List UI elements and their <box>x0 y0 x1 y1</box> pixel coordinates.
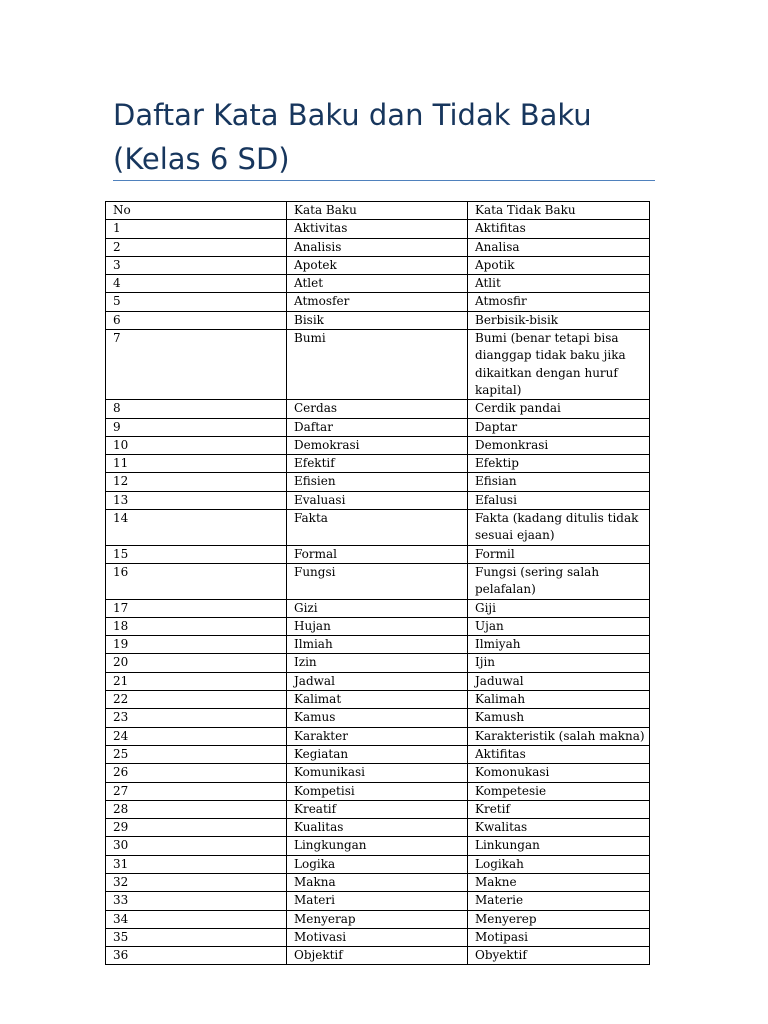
table-row <box>106 330 650 400</box>
table-row <box>106 636 650 654</box>
cell-no: 12 <box>106 473 287 491</box>
table-row <box>106 800 650 818</box>
cell-kata-baku: Atlet <box>287 275 468 293</box>
cell-no: 3 <box>106 256 287 274</box>
cell-kata-baku: Aktivitas <box>287 220 468 238</box>
table-row <box>106 672 650 690</box>
cell-kata-tidak-baku: Karakteristik (salah makna) <box>468 727 650 745</box>
cell-no: 4 <box>106 275 287 293</box>
cell-kata-tidak-baku: Apotik <box>468 256 650 274</box>
cell-no: 36 <box>106 947 287 965</box>
cell-no: 35 <box>106 928 287 946</box>
cell-no: 34 <box>106 910 287 928</box>
cell-kata-tidak-baku: Ijin <box>468 654 650 672</box>
cell-kata-tidak-baku: Makne <box>468 873 650 891</box>
cell-kata-baku: Lingkungan <box>287 837 468 855</box>
cell-kata-tidak-baku: Atmosfir <box>468 293 650 311</box>
cell-kata-tidak-baku: Bumi (benar tetapi bisa dianggap tidak baku jika dikaitkan dengan huruf kapital) <box>468 330 650 400</box>
cell-kata-baku: Kalimat <box>287 691 468 709</box>
cell-kata-tidak-baku: Efalusi <box>468 491 650 509</box>
cell-no: 21 <box>106 672 287 690</box>
cell-no: 20 <box>106 654 287 672</box>
table-header-row <box>106 202 650 220</box>
cell-kata-tidak-baku: Kompetesie <box>468 782 650 800</box>
table-row <box>106 545 650 563</box>
table-row <box>106 400 650 418</box>
cell-kata-tidak-baku: Jaduwal <box>468 672 650 690</box>
cell-kata-tidak-baku: Motipasi <box>468 928 650 946</box>
cell-no: 25 <box>106 745 287 763</box>
cell-kata-baku: Kompetisi <box>287 782 468 800</box>
cell-kata-baku: Menyerap <box>287 910 468 928</box>
cell-kata-tidak-baku: Ilmiyah <box>468 636 650 654</box>
cell-kata-baku: Efisien <box>287 473 468 491</box>
cell-no: 16 <box>106 563 287 599</box>
table-row <box>106 617 650 635</box>
cell-kata-tidak-baku: Kamush <box>468 709 650 727</box>
cell-kata-tidak-baku: Logikah <box>468 855 650 873</box>
table-row <box>106 727 650 745</box>
cell-no: 30 <box>106 837 287 855</box>
cell-kata-baku: Materi <box>287 892 468 910</box>
cell-kata-baku: Bumi <box>287 330 468 400</box>
cell-kata-tidak-baku: Komonukasi <box>468 764 650 782</box>
table-row <box>106 745 650 763</box>
cell-kata-tidak-baku: Efektip <box>468 455 650 473</box>
cell-no: 23 <box>106 709 287 727</box>
table-row <box>106 947 650 965</box>
cell-kata-baku: Jadwal <box>287 672 468 690</box>
cell-kata-tidak-baku: Kretif <box>468 800 650 818</box>
title-underline <box>113 180 655 181</box>
table-row <box>106 599 650 617</box>
table-row <box>106 455 650 473</box>
header-kata-baku: Kata Baku <box>287 202 468 220</box>
cell-no: 8 <box>106 400 287 418</box>
table-row <box>106 691 650 709</box>
cell-kata-tidak-baku: Aktifitas <box>468 745 650 763</box>
cell-kata-tidak-baku: Formil <box>468 545 650 563</box>
cell-kata-baku: Daftar <box>287 418 468 436</box>
cell-no: 31 <box>106 855 287 873</box>
cell-kata-baku: Gizi <box>287 599 468 617</box>
cell-kata-tidak-baku: Obyektif <box>468 947 650 965</box>
table-row <box>106 873 650 891</box>
table-row <box>106 928 650 946</box>
cell-no: 29 <box>106 819 287 837</box>
cell-kata-tidak-baku: Fungsi (sering salah pelafalan) <box>468 563 650 599</box>
cell-kata-baku: Objektif <box>287 947 468 965</box>
cell-kata-baku: Motivasi <box>287 928 468 946</box>
cell-no: 17 <box>106 599 287 617</box>
table-row <box>106 275 650 293</box>
table-row <box>106 563 650 599</box>
table-row <box>106 436 650 454</box>
cell-no: 7 <box>106 330 287 400</box>
table-row <box>106 293 650 311</box>
header-no: No <box>106 202 287 220</box>
cell-kata-baku: Demokrasi <box>287 436 468 454</box>
cell-kata-baku: Komunikasi <box>287 764 468 782</box>
table-row <box>106 892 650 910</box>
cell-kata-baku: Analisis <box>287 238 468 256</box>
table-row <box>106 764 650 782</box>
cell-no: 10 <box>106 436 287 454</box>
table-row <box>106 782 650 800</box>
cell-no: 15 <box>106 545 287 563</box>
table-row <box>106 256 650 274</box>
cell-kata-tidak-baku: Menyerep <box>468 910 650 928</box>
cell-no: 18 <box>106 617 287 635</box>
cell-no: 32 <box>106 873 287 891</box>
cell-kata-baku: Formal <box>287 545 468 563</box>
cell-kata-baku: Karakter <box>287 727 468 745</box>
cell-kata-tidak-baku: Cerdik pandai <box>468 400 650 418</box>
table-row <box>106 837 650 855</box>
cell-kata-tidak-baku: Fakta (kadang ditulis tidak sesuai ejaan) <box>468 510 650 546</box>
cell-kata-tidak-baku: Efisian <box>468 473 650 491</box>
cell-no: 19 <box>106 636 287 654</box>
cell-kata-baku: Bisik <box>287 311 468 329</box>
cell-kata-baku: Evaluasi <box>287 491 468 509</box>
cell-no: 5 <box>106 293 287 311</box>
word-table <box>105 201 650 965</box>
cell-kata-baku: Apotek <box>287 256 468 274</box>
table-row <box>106 491 650 509</box>
cell-kata-tidak-baku: Daptar <box>468 418 650 436</box>
cell-kata-baku: Hujan <box>287 617 468 635</box>
cell-no: 24 <box>106 727 287 745</box>
cell-no: 26 <box>106 764 287 782</box>
cell-kata-baku: Kamus <box>287 709 468 727</box>
table-body <box>106 220 650 965</box>
table-row <box>106 910 650 928</box>
table-row <box>106 819 650 837</box>
cell-kata-baku: Logika <box>287 855 468 873</box>
cell-no: 6 <box>106 311 287 329</box>
table-row <box>106 654 650 672</box>
cell-kata-tidak-baku: Kalimah <box>468 691 650 709</box>
cell-kata-tidak-baku: Analisa <box>468 238 650 256</box>
cell-kata-tidak-baku: Linkungan <box>468 837 650 855</box>
cell-kata-tidak-baku: Berbisik-bisik <box>468 311 650 329</box>
table-row <box>106 418 650 436</box>
cell-no: 9 <box>106 418 287 436</box>
header-kata-tidak-baku: Kata Tidak Baku <box>468 202 650 220</box>
cell-no: 1 <box>106 220 287 238</box>
cell-kata-tidak-baku: Ujan <box>468 617 650 635</box>
cell-kata-tidak-baku: Materie <box>468 892 650 910</box>
cell-kata-baku: Efektif <box>287 455 468 473</box>
cell-no: 33 <box>106 892 287 910</box>
cell-no: 14 <box>106 510 287 546</box>
cell-kata-baku: Makna <box>287 873 468 891</box>
table-row <box>106 220 650 238</box>
cell-kata-baku: Ilmiah <box>287 636 468 654</box>
cell-no: 22 <box>106 691 287 709</box>
table-row <box>106 510 650 546</box>
cell-no: 27 <box>106 782 287 800</box>
cell-kata-tidak-baku: Demonkrasi <box>468 436 650 454</box>
document-title: Daftar Kata Baku dan Tidak Baku (Kelas 6 SD) <box>113 98 592 176</box>
table-row <box>106 709 650 727</box>
cell-no: 2 <box>106 238 287 256</box>
cell-kata-tidak-baku: Atlit <box>468 275 650 293</box>
cell-kata-tidak-baku: Aktifitas <box>468 220 650 238</box>
cell-kata-baku: Kegiatan <box>287 745 468 763</box>
cell-kata-baku: Atmosfer <box>287 293 468 311</box>
cell-kata-baku: Cerdas <box>287 400 468 418</box>
cell-no: 11 <box>106 455 287 473</box>
cell-kata-baku: Fungsi <box>287 563 468 599</box>
table-row <box>106 311 650 329</box>
cell-kata-tidak-baku: Kwalitas <box>468 819 650 837</box>
table-row <box>106 855 650 873</box>
cell-kata-baku: Fakta <box>287 510 468 546</box>
cell-kata-baku: Kreatif <box>287 800 468 818</box>
table-row <box>106 473 650 491</box>
cell-kata-baku: Kualitas <box>287 819 468 837</box>
cell-kata-tidak-baku: Giji <box>468 599 650 617</box>
cell-no: 28 <box>106 800 287 818</box>
cell-no: 13 <box>106 491 287 509</box>
table-row <box>106 238 650 256</box>
cell-kata-baku: Izin <box>287 654 468 672</box>
